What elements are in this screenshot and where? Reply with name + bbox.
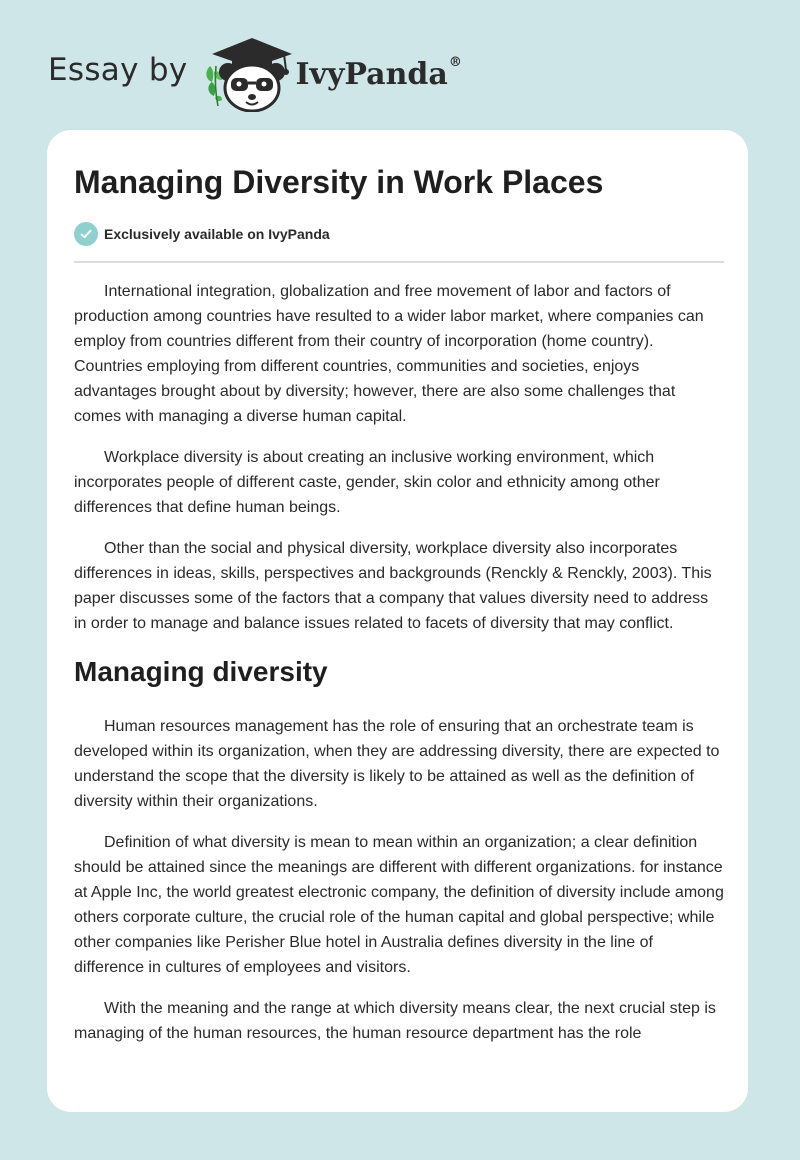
paragraph: With the meaning and the range at which diversity means clear, the next crucial step is managing of the human resources, the human resource department has the role: [74, 1000, 716, 1042]
ivypanda-logo-icon[interactable]: [202, 36, 294, 112]
essay-card: [47, 130, 748, 1112]
page-title: Managing Diversity in Work Places: [74, 164, 604, 200]
section-heading: Managing diversity: [74, 656, 328, 687]
paragraph: Definition of what diversity is mean to mean within an organization; a clear definition should be attained since the meanings are different with different organizations. for instance at Apple Inc, the world greatest electronic company, the definition of diversity include among others corporate culture, the crucial role of the human capital and global perspective; while other companies like Perisher Blue hotel in Australia defines diversity in the line of difference in cultures of employees and visitors.: [74, 834, 724, 976]
essay-body: [74, 279, 724, 1062]
paragraph: Human resources management has the role of ensuring that an orchestrate team is developed within its organization, when they are addressing diversity, there are expected to understand the scope that the diversity is likely to be attained as well as the definition of diversity within their organizations.: [74, 718, 720, 810]
check-icon: [74, 222, 98, 246]
paragraph: International integration, globalization and free movement of labor and factors of production among countries have resulted to a wider labor market, where companies can employ from countries different from their country of incorporation (home country). Countries employing from different countries, communities and societies, enjoys advantages brought about by diversity; however, there are also some challenges that comes with managing a diverse human capital.: [74, 283, 704, 425]
exclusive-badge-label: Exclusively available on IvyPanda: [104, 226, 330, 242]
essay-by-label: Essay by: [48, 52, 188, 88]
paragraph: Other than the social and physical diversity, workplace diversity also incorporates differences in ideas, skills, perspectives and backgrounds (Renckly & Renckly, 2003). This paper discusses some of the factors that a company that values diversity need to address in order to manage and balance issues related to facets of diversity that may conflict.: [74, 540, 712, 632]
exclusive-badge: [74, 222, 330, 246]
brand-name[interactable]: IvyPanda®: [295, 54, 462, 92]
title-divider: [74, 261, 724, 263]
site-header: [48, 36, 462, 112]
paragraph: Workplace diversity is about creating an inclusive working environment, which incorporates people of different caste, gender, skin color and ethnicity among other differences that define human beings.: [74, 449, 660, 516]
registered-mark: ®: [448, 54, 462, 70]
